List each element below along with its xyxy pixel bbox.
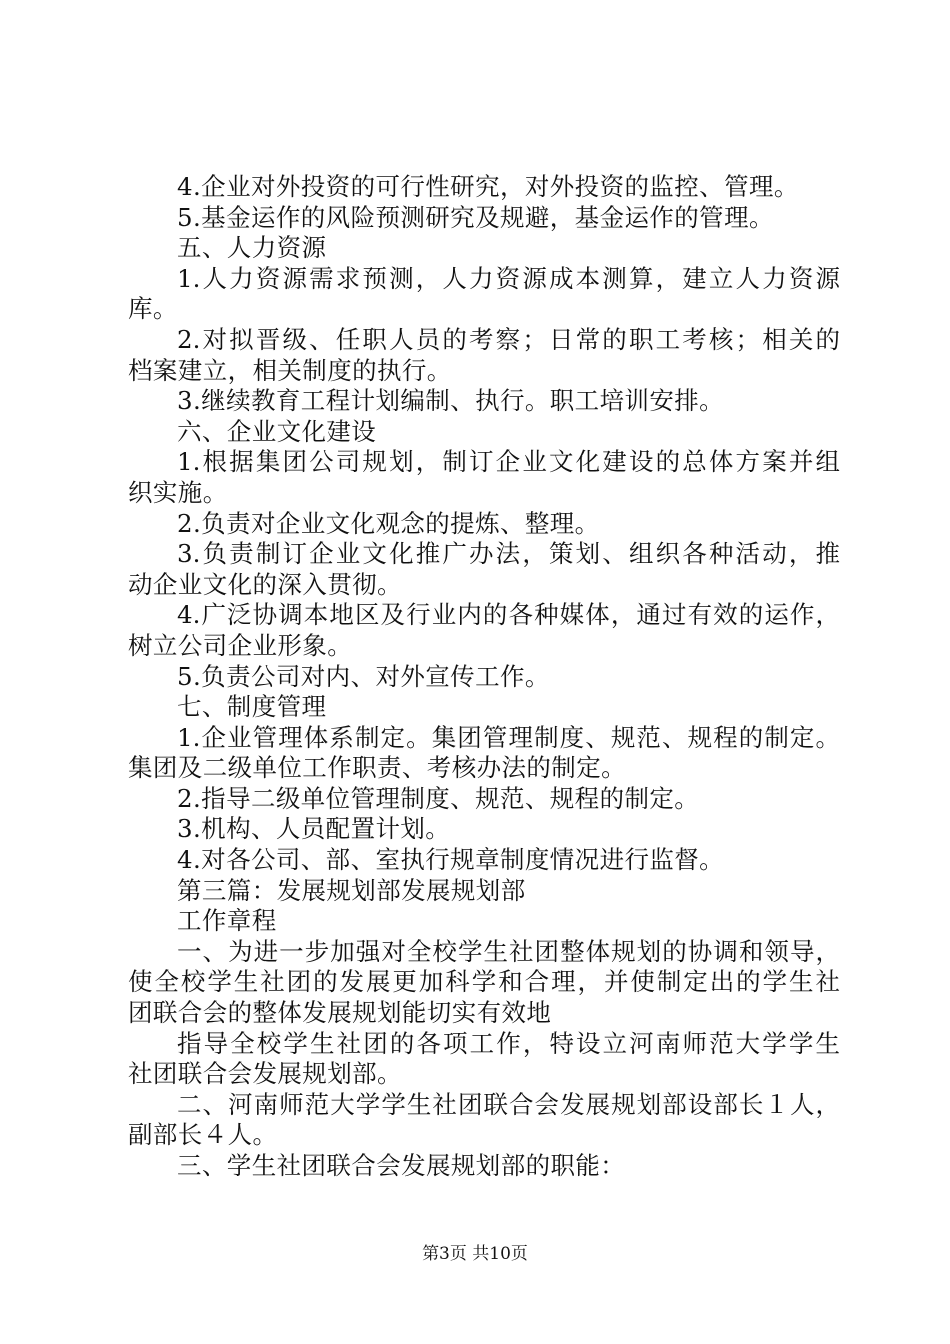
section-heading: 七、制度管理: [177, 692, 327, 722]
text-line: 3.机构、人员配置计划。: [177, 814, 451, 844]
text-line: 3.负责制订企业文化推广办法，策划、组织各种活动，推: [177, 539, 840, 569]
text-line: 集团及二级单位工作职责、考核办法的制定。: [128, 753, 626, 783]
chapter-subtitle: 工作章程: [177, 906, 277, 936]
text-line: 2.负责对企业文化观念的提炼、整理。: [177, 508, 600, 538]
text-line: 1.企业管理体系制定。集团管理制度、规范、规程的制定。: [177, 722, 840, 752]
text-line: 库。: [128, 294, 178, 324]
text-line: 3.继续教育工程计划编制、执行。职工培训安排。: [177, 386, 725, 416]
document-body: [128, 172, 840, 1182]
section-heading: 五、人力资源: [177, 233, 327, 263]
text-line: 2.指导二级单位管理制度、规范、规程的制定。: [177, 783, 700, 813]
text-line: 使全校学生社团的发展更加科学和合理，并使制定出的学生社: [128, 967, 840, 997]
text-line: 1.人力资源需求预测，人力资源成本测算，建立人力资源: [177, 263, 840, 293]
text-line: 4.企业对外投资的可行性研究，对外投资的监控、管理。: [177, 172, 799, 201]
text-line: 一、为进一步加强对全校学生社团整体规划的协调和领导，: [177, 936, 840, 966]
chapter-title: 第三篇：发展规划部发展规划部: [177, 875, 526, 905]
page-number-footer: 第3页 共10页: [422, 1244, 528, 1264]
text-line: 1.根据集团公司规划，制订企业文化建设的总体方案并组: [177, 447, 840, 477]
text-line: 4.对各公司、部、室执行规章制度情况进行监督。: [177, 845, 725, 875]
text-line: 团联合会的整体发展规划能切实有效地: [128, 998, 552, 1028]
text-line: 二、河南师范大学学生社团联合会发展规划部设部长１人，: [177, 1089, 840, 1119]
text-line: 动企业文化的深入贯彻。: [128, 569, 402, 599]
section-heading: 六、企业文化建设: [177, 416, 377, 446]
text-line: 5.负责公司对内、对外宣传工作。: [177, 661, 550, 691]
text-line: 指导全校学生社团的各项工作，特设立河南师范大学学生: [177, 1028, 840, 1058]
text-line: 树立公司企业形象。: [128, 630, 353, 660]
text-line: 2.对拟晋级、任职人员的考察；日常的职工考核；相关的: [177, 324, 840, 354]
text-line: 4.广泛协调本地区及行业内的各种媒体，通过有效的运作，: [177, 600, 840, 630]
text-line: 社团联合会发展规划部。: [128, 1059, 402, 1089]
text-line: 5.基金运作的风险预测研究及规避，基金运作的管理。: [177, 202, 774, 232]
text-line: 织实施。: [128, 477, 228, 507]
text-line: 三、学生社团联合会发展规划部的职能：: [177, 1151, 626, 1180]
text-line: 副部长４人。: [128, 1120, 278, 1150]
text-line: 档案建立，相关制度的执行。: [128, 355, 452, 385]
